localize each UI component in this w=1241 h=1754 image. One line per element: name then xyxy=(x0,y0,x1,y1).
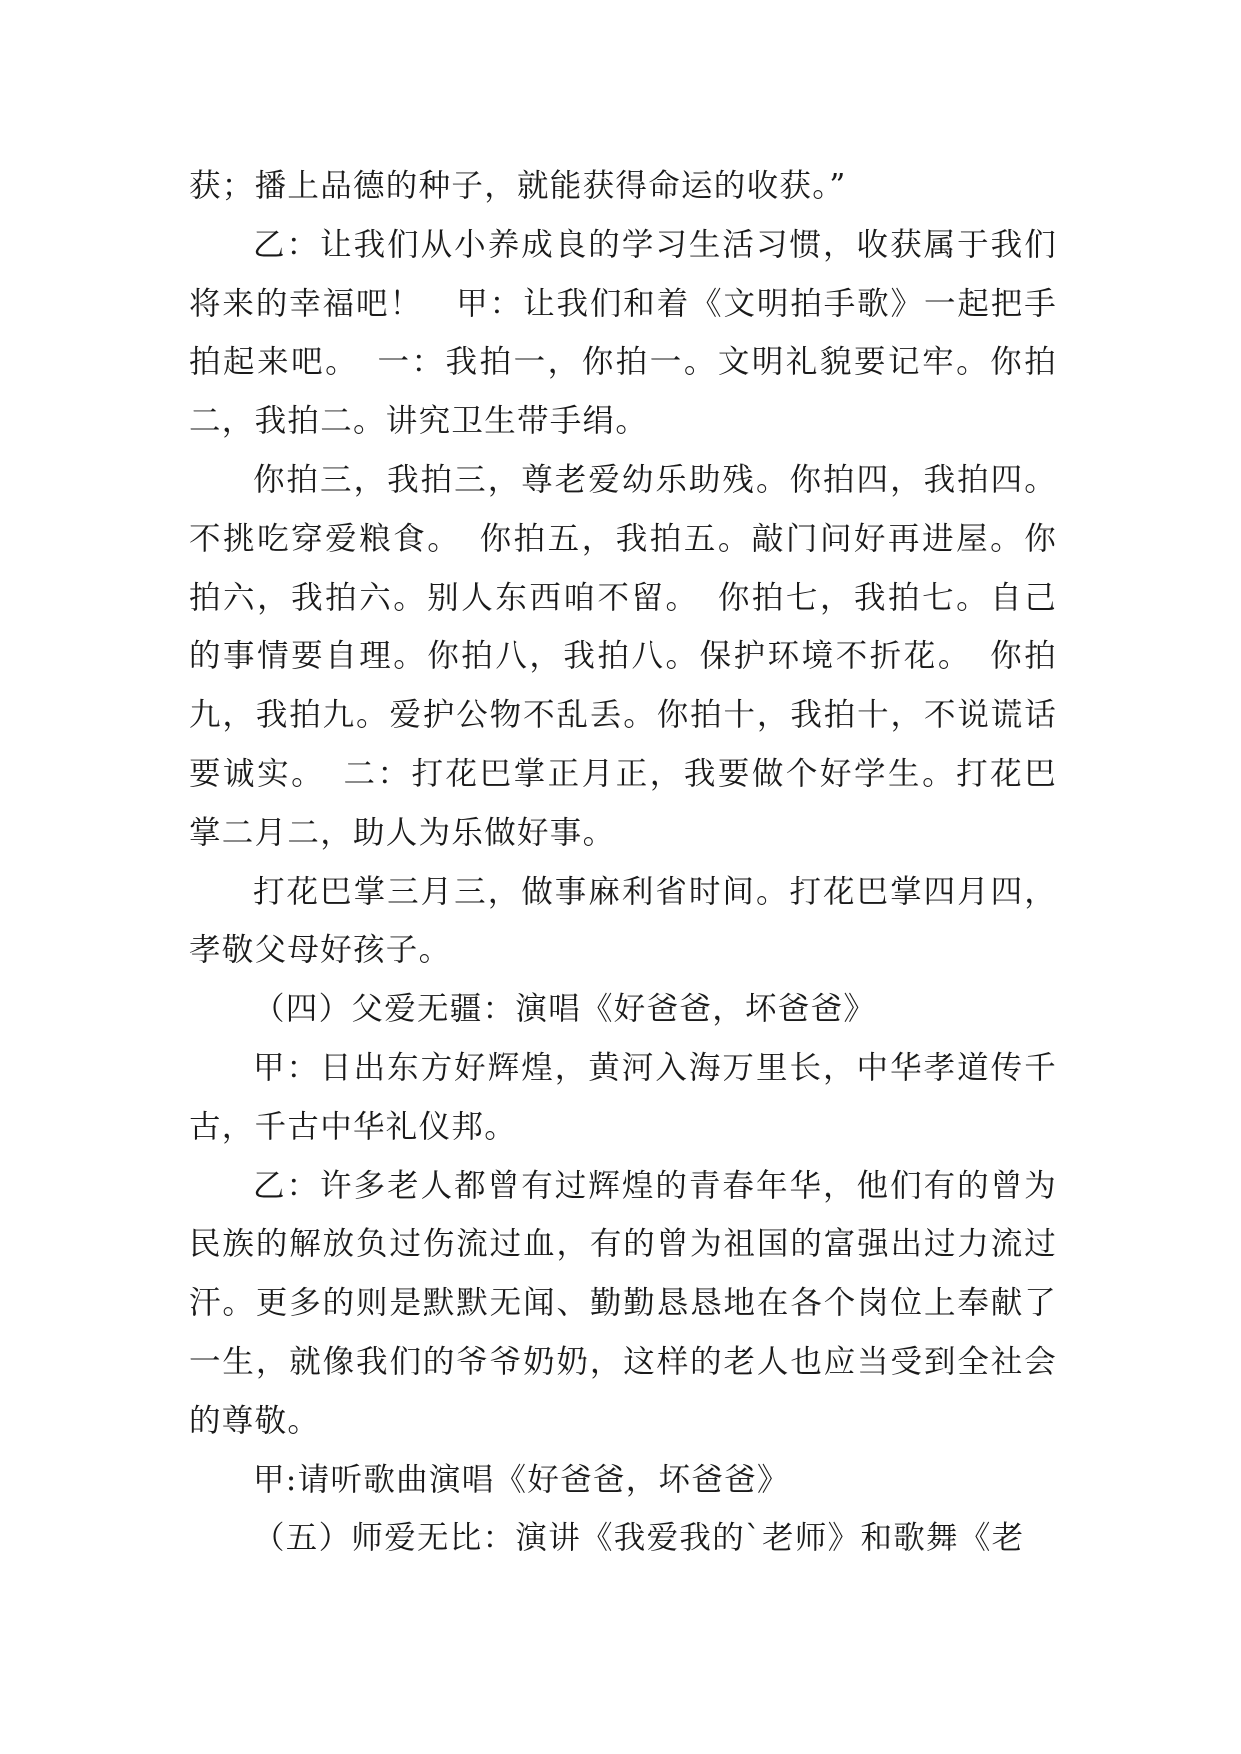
paragraph-8: 甲:请听歌曲演唱《好爸爸，坏爸爸》 xyxy=(253,1461,790,1498)
paragraph-5: （四）父爱无疆：演唱《好爸爸，坏爸爸》 xyxy=(253,991,877,1028)
document-page xyxy=(189,157,1057,1568)
paragraph-6: 甲：日出东方好辉煌，黄河入海万里长，中华孝道传千古，千古中华礼仪邦。 xyxy=(189,1049,1057,1145)
paragraph-3: 你拍三，我拍三，尊老爱幼乐助残。你拍四，我拍四。不挑吃穿爱粮食。 你拍五，我拍五。敲门问好再进屋。你拍六，我拍六。别人东西咱不留。 你拍七，我拍七。自己的事情要自理。你拍八，我拍八。保护环境不折花。 你拍九，我拍九。爱护公物不乱丢。你拍十，我拍十，不说谎话要诚实。 二：打花巴掌正月正，我要做个好学生。打花巴掌二月二，助人为乐做好事。 xyxy=(189,461,1057,851)
paragraph-7: 乙：许多老人都曾有过辉煌的青春年华，他们有的曾为民族的解放负过伤流过血，有的曾为祖国的富强出过力流过汗。更多的则是默默无闻、勤勤恳恳地在各个岗位上奉献了一生，就像我们的爷爷奶奶，这样的老人也应当受到全社会的尊敬。 xyxy=(189,1167,1057,1439)
paragraph-9: （五）师爱无比：演讲《我爱我的`老师》和歌舞《老 xyxy=(253,1520,1025,1557)
paragraph-4: 打花巴掌三月三，做事麻利省时间。打花巴掌四月四，孝敬父母好孩子。 xyxy=(189,873,1057,969)
paragraph-1: 获；播上品德的种子，就能获得命运的收获。” xyxy=(189,168,847,204)
paragraph-2: 乙：让我们从小养成良的学习生活习惯，收获属于我们将来的幸福吧！ 甲：让我们和着《文明拍手歌》一起把手拍起来吧。 一：我拍一，你拍一。文明礼貌要记牢。你拍二，我拍二。讲究卫生带手绢。 xyxy=(189,226,1057,440)
